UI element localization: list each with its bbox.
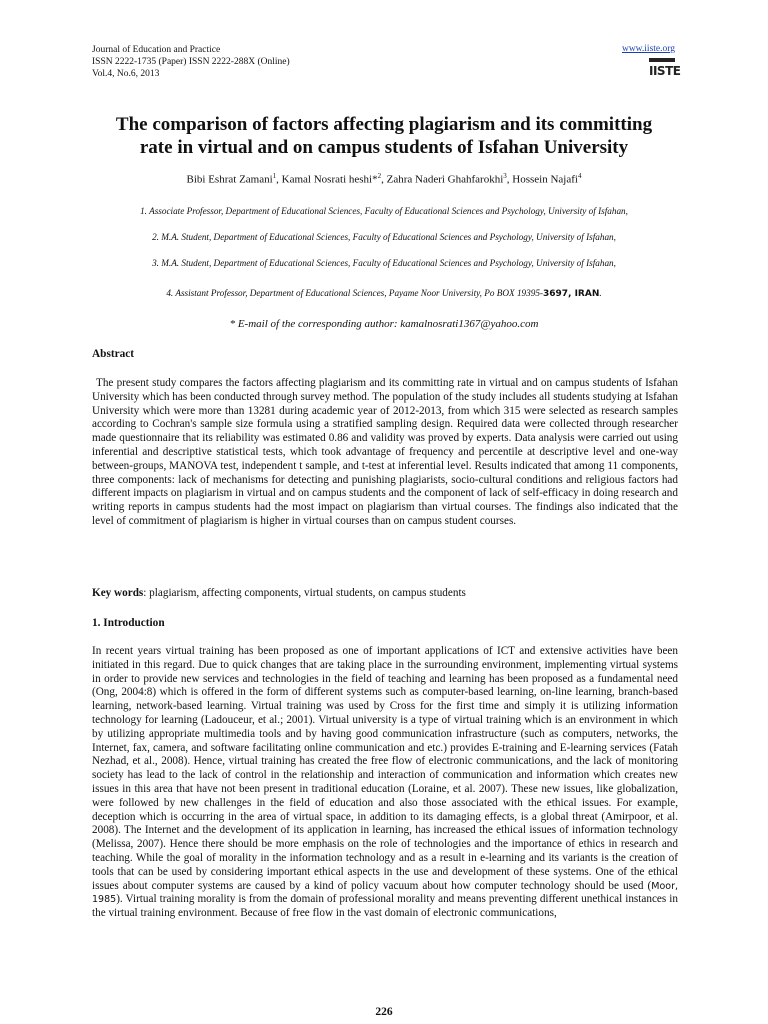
author-name: Hossein Najafi — [512, 173, 578, 186]
intro-citation: Moor, 1985 — [92, 880, 678, 906]
logo-bar — [649, 58, 675, 62]
iiste-logo — [649, 58, 681, 86]
author-mark: 2 — [377, 172, 382, 180]
page-number: 226 — [375, 1006, 393, 1018]
author-name: Bibi Eshrat Zamani — [186, 173, 273, 186]
affiliation-4-code: 3697, IRAN — [542, 289, 600, 299]
keywords-text: : plagiarism, affecting components, virtual students, on campus students — [143, 587, 466, 599]
author-mark: 4 — [577, 172, 582, 180]
logo-text: IISTE — [649, 64, 681, 78]
introduction-heading: 1. Introduction — [92, 617, 165, 629]
author-mark: 3 — [503, 172, 507, 180]
author-name: Zahra Naderi Ghahfarokhi — [386, 173, 504, 186]
intro-text-before: In recent years virtual training has been proposed as one of important applications of ICT and extensive activities have been initiated in this regard. Due to quick changes that are taking place in the surrounding environment, implementing virtual systems in order to provide new services and technologies in the field of teaching and learning has been proposed as a fundamental need (Ong, 2004:8) which is offered in the form of different systems such as computer-based learning, on-line learning, branch-based learning, network-based learning. Virtual training was used by Cross for the first time and simply it is utilizing information technology for learning (Ladouceur, et al.; 2001). Virtual university is a type of virtual training which is an environment in which by utilizing appropriate multimedia tools and by having good communication infrastructure (such as computers, networks, the Internet, fax, camera, and software facilitating online communication and etc.) provides E-training and E-learning services (Fatah Nezhad, et al., 2008). Hence, virtual training has created the free flow of electronic communications, and the lack of monitoring society has lead to the lack of control in the relationship and interaction of communication and information which creates new issues in this area that have not been present in traditional education (Loraine, et al. 2007). These new issues, like globalization, were followed by new challenges in the field of education and also those associated with the ethical issues. For example, deception which is occurring in the area of virtual space, in addition to its damaging effects, is a global threat (Amirpoor, et al. 2008). The Internet and the development of its application in learning, has increased the ethical issues of information technology (Melissa, 2007). Hence there should be more emphasis on the role of technologies and the importance of ethics in research and teaching. While the goal of morality in the information technology and as a result in e-learning and its variants is the creation of tools that can be used by considering important ethical aspects in the use and development of these systems. One of the ethical issues about computer systems are caused by a kind of policy vacuum about how computer technology should be used ( — [92, 645, 678, 892]
journal-header — [92, 44, 290, 80]
author-mark: 1 — [272, 172, 277, 180]
author-name: Kamal Nosrati heshi* — [281, 173, 378, 186]
affiliation-4 — [60, 288, 708, 299]
journal-url-link[interactable]: www.iiste.org — [621, 44, 675, 54]
journal-name: Journal of Education and Practice — [92, 45, 221, 55]
affiliation-1: 1. Associate Professor, Department of Educational Sciences, Faculty of Educational Sciences and Psychology, University of Isfahan, — [140, 206, 628, 216]
affiliation-4-end: . — [599, 288, 602, 298]
intro-text-after: ). Virtual training morality is from the domain of professional morality and means preventing different unethical instances in the virtual training environment. Because of free flow in the vast domain of electronic communications, — [92, 893, 678, 920]
volume: Vol.4, No.6, 2013 — [92, 69, 160, 79]
affiliation-3: 3. M.A. Student, Department of Educational Sciences, Faculty of Educational Sciences and Psychology, University of Isfahan, — [152, 258, 616, 268]
author-list: Bibi Eshrat Zamani$^1$, Kamal Nosrati heshi*$^2$, Zahra Naderi Ghahfarokhi$^3$, Hossein Najafi$^4$ — [186, 172, 582, 186]
journal-url-block — [622, 44, 675, 54]
corresponding-email: * E-mail of the corresponding author: kamalnosrati1367@yahoo.com — [229, 318, 539, 330]
issn: ISSN 2222-1735 (Paper) ISSN 2222-288X (Online) — [92, 57, 290, 67]
keywords — [92, 587, 466, 599]
affiliation-2: 2. M.A. Student, Department of Educational Sciences, Faculty of Educational Sciences and Psychology, University of Isfahan, — [152, 232, 616, 242]
affiliation-4-text: 4. Assistant Professor, Department of Educational Sciences, Payame Noor University, Po BOX 19395- — [166, 288, 543, 298]
paper-title — [60, 113, 708, 159]
introduction-text — [92, 645, 678, 921]
keywords-label: Key words — [92, 587, 144, 599]
abstract-text: The present study compares the factors affecting plagiarism and its committing rate in virtual and on campus students of Isfahan University which has been conducted through survey method. The population of the study includes all students studying at Isfahan University which were more than 13281 during academic year of 2012-2013, from which 315 were selected as research samples according to Cochran's sample size formula using a stratified sampling design. Required data were collected through researcher made questionnaire that its reliability was estimated 0.86 and validity was proved by experts. Data analysis were carried out using inferential and descriptive statistical tests, which took advantage of frequency and percentile at descriptive level and one-way between-groups, MANOVA test, independent t sample, and t-test at inferential level. Results indicated that among 11 components, three components: lack of mechanisms for detecting and punishing plagiarists, socio-cultural conditions and religious factors had different impacts on plagiarism in virtual and on campus students and the component of lack of self-efficacy in doing research and writing reports in campus students had the most impact on plagiarism than virtual courses. The findings also indicated that the level of commitment of plagiarism is higher in virtual courses than on campus student courses. — [92, 377, 678, 527]
abstract-heading: Abstract — [92, 348, 135, 360]
title-line-2: rate in virtual and on campus students of Isfahan University — [139, 137, 629, 158]
title-line-1: The comparison of factors affecting plagiarism and its committing — [115, 114, 653, 135]
